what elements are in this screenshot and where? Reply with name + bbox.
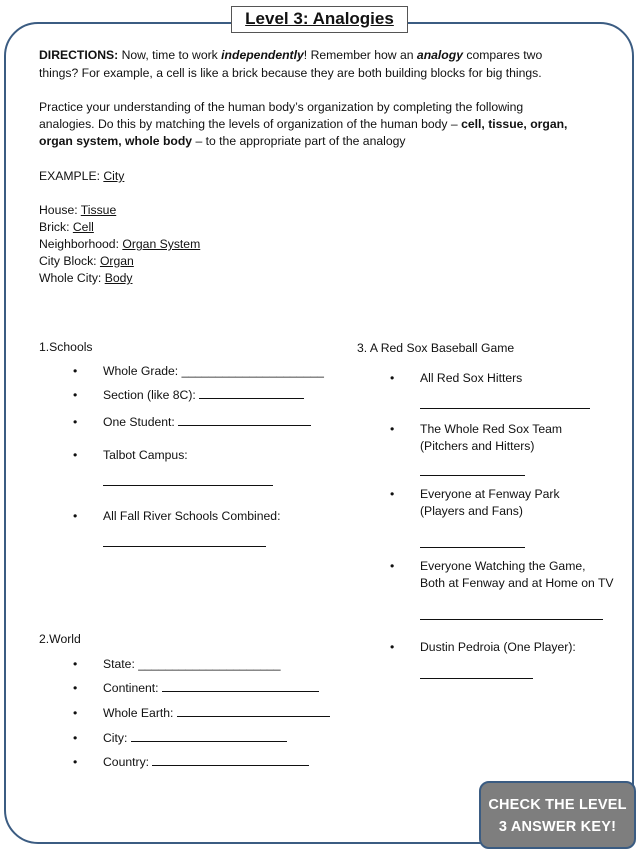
list-item: • City: [103,730,287,747]
list-item: • The Whole Red Sox Team (Pitchers and Hitters) [390,422,563,453]
section-1-heading: 1.Schools [39,340,93,354]
list-item: • State: _____________________ [73,657,281,671]
list-item: • Whole Earth: [103,705,330,722]
answer-blank[interactable] [103,474,273,486]
section-2-heading: 2.World [39,632,81,646]
list-item: • Talbot Campus: [73,448,188,462]
list-item: • Everyone Watching the Game, Both at Fenway and at Home on TV [390,559,614,590]
button-label: CHECK THE LEVEL [488,797,627,813]
answer-blank[interactable] [152,754,309,766]
answer-blank[interactable] [103,535,266,547]
example-row: City Block: Organ [39,254,134,268]
practice-line-1: Practice your understanding of the human body’s organization by completing the following [39,100,524,114]
answer-blank[interactable] [131,730,287,742]
answer-blank[interactable] [177,705,330,717]
list-item: • All Fall River Schools Combined: [73,509,281,523]
answer-blank[interactable] [420,536,525,548]
practice-line-2: analogies. Do this by matching the levels of organization of the human body – cell, tissue, organ, [39,117,568,131]
answer-blank[interactable] [162,680,319,692]
list-item: • Continent: [103,680,319,697]
directions-line-1: DIRECTIONS: Now, time to work independently! Remember how an analogy compares two [39,48,543,62]
section-3-heading: 3. A Red Sox Baseball Game [357,341,515,355]
list-item: • Everyone at Fenway Park (Players and Fans) [390,487,560,518]
answer-blank[interactable] [420,464,525,476]
answer-blank[interactable] [199,387,304,399]
list-item: • One Student: [103,414,311,431]
example-row: Neighborhood: Organ System [39,237,201,251]
directions-line-2: things? For example, a cell is like a brick because they are both building blocks for big things. [39,66,542,80]
list-item: • Country: [103,754,309,771]
list-item: • Section (like 8C): [103,387,304,404]
example-heading: EXAMPLE: City [39,169,125,183]
example-row: House: Tissue [39,203,117,217]
answer-blank[interactable] [178,414,311,426]
list-item: • Dustin Pedroia (One Player): [390,640,576,654]
page-title: Level 3: Analogies [231,6,408,33]
list-item: • All Red Sox Hitters [390,371,523,385]
example-row: Brick: Cell [39,220,94,234]
list-item: • Whole Grade: _____________________ [73,364,324,378]
answer-blank[interactable] [420,608,603,620]
answer-blank[interactable]: _____________________ [181,364,324,378]
check-answer-key-button[interactable] [479,781,636,849]
button-label: 3 ANSWER KEY! [498,819,617,835]
practice-line-3: organ system, whole body – to the appropriate part of the analogy [39,134,406,148]
answer-blank[interactable] [420,667,533,679]
answer-blank[interactable] [420,397,590,409]
answer-blank[interactable]: _____________________ [138,657,281,671]
example-row: Whole City: Body [39,271,133,285]
